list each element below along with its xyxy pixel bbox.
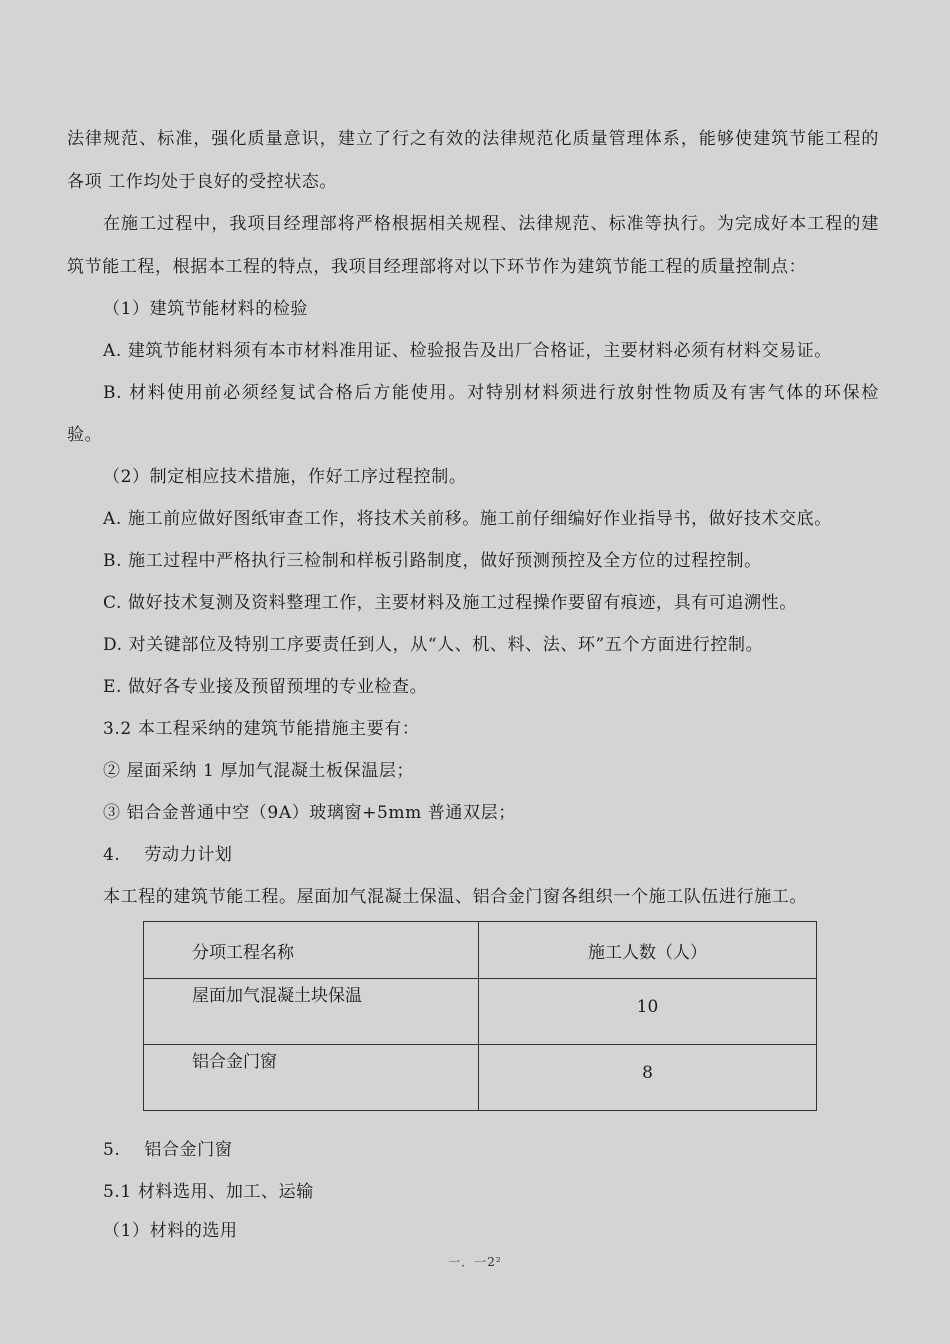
list-item: E. 做好各专业接及预留预埋的专业检查。 [103, 677, 428, 697]
table-cell-name: 屋面加气混凝土块保温 [144, 979, 479, 1045]
list-item-continuation: 验。 [67, 425, 103, 445]
table-cell-count: 8 [479, 1045, 817, 1111]
table-row [144, 979, 817, 1045]
list-item: B. 材料使用前必须经复试合格后方能使用。对特别材料须进行放射性物质及有害气体的环保检 [103, 383, 879, 403]
list-item: （1）材料的选用 [103, 1221, 238, 1241]
list-item: ③ 铝合金普通中空（9A）玻璃窗+5mm 普通双层； [103, 803, 516, 823]
list-item: C. 做好技术复测及资料整理工作，主要材料及施工过程操作要留有痕迹，具有可追溯性。 [103, 593, 797, 613]
list-item: D. 对关键部位及特别工序要责任到人，从“人、机、料、法、环”五个方面进行控制。 [103, 635, 764, 655]
section-heading: 5.1 材料选用、加工、运输 [103, 1182, 314, 1202]
table-header-row [144, 922, 817, 979]
list-item: A. 建筑节能材料须有本市材料准用证、检验报告及出厂合格证，主要材料必须有材料交易证。 [103, 341, 832, 361]
paragraph-line: 本工程的建筑节能工程。屋面加气混凝土保温、铝合金门窗各组织一个施工队伍进行施工。 [103, 887, 807, 907]
section-heading: （1）建筑节能材料的检验 [103, 299, 309, 319]
list-item: A. 施工前应做好图纸审查工作，将技术关前移。施工前仔细编好作业指导书，做好技术交底。 [103, 509, 832, 529]
section-heading: （2）制定相应技术措施，作好工序过程控制。 [103, 467, 467, 487]
table-cell-count: 10 [479, 979, 817, 1045]
section-heading: 4. 劳动力计划 [103, 845, 233, 865]
labor-table [143, 921, 817, 1111]
table-cell-name: 铝合金门窗 [144, 1045, 479, 1111]
paragraph-line: 法律规范、标准，强化质量意识，建立了行之有效的法律规范化质量管理体系，能够使建筑节能工程的 [67, 129, 879, 149]
list-item: ② 屋面采纳 1 厚加气混凝土板保温层； [103, 761, 415, 781]
section-heading: 3.2 本工程采纳的建筑节能措施主要有： [103, 719, 420, 739]
table-header-cell: 分项工程名称 [144, 922, 479, 979]
paragraph-line: 在施工过程中，我项目经理部将严格根据相关规程、法律规范、标准等执行。为完成好本工程的建 [103, 214, 879, 234]
paragraph-line: 筑节能工程，根据本工程的特点，我项目经理部将对以下环节作为建筑节能工程的质量控制点： [67, 257, 807, 277]
paragraph-line: 各项 工作均处于良好的受控状态。 [67, 172, 338, 192]
table-row [144, 1045, 817, 1111]
page-number: 一．一2² [448, 1255, 502, 1269]
section-heading: 5. 铝合金门窗 [103, 1140, 233, 1160]
table-header-cell: 施工人数（人） [479, 922, 817, 979]
list-item: B. 施工过程中严格执行三检制和样板引路制度，做好预测预控及全方位的过程控制。 [103, 551, 762, 571]
